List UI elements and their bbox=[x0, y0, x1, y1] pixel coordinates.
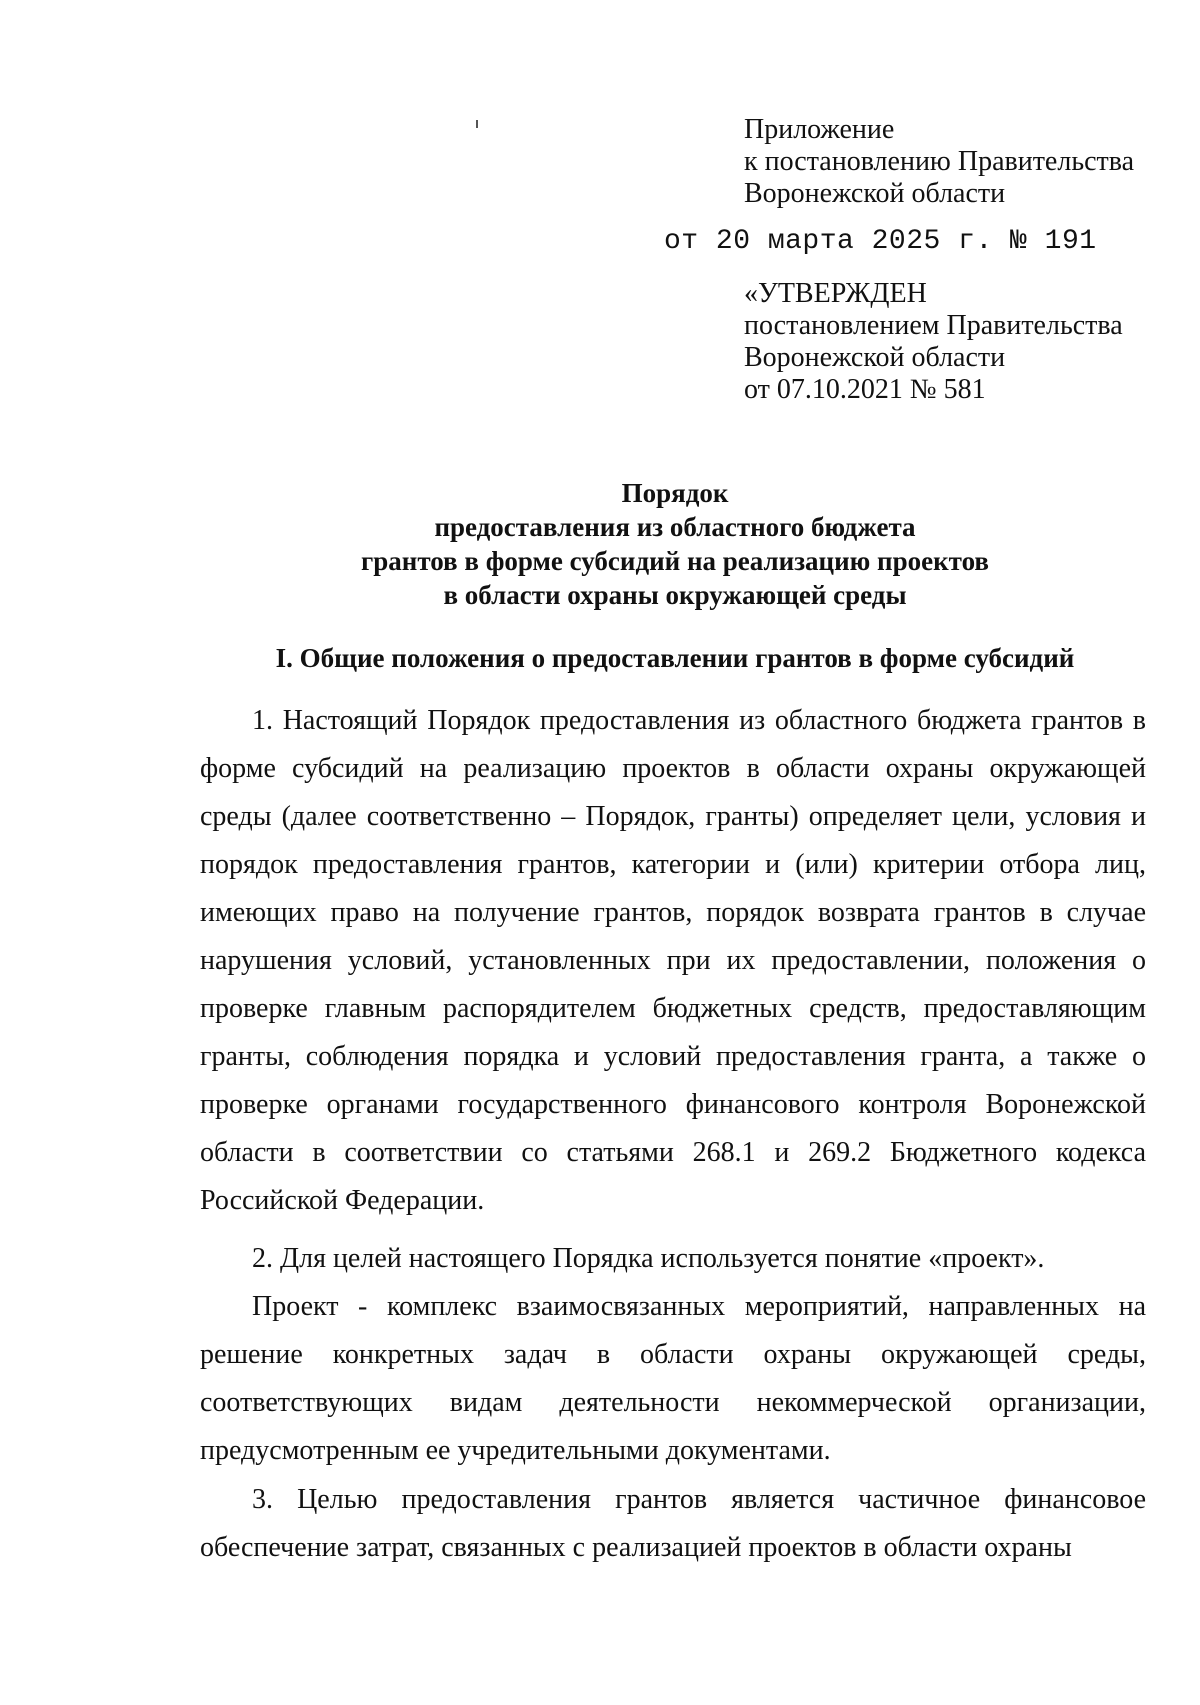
title-line: в области охраны окружающей среды bbox=[443, 580, 907, 610]
body-paragraph bbox=[200, 1476, 1146, 1572]
scan-mark bbox=[476, 120, 478, 128]
section-heading: I. Общие положения о предоставлении грантов в форме субсидий bbox=[275, 643, 1075, 673]
title-line: грантов в форме субсидий на реализацию проектов bbox=[360, 546, 989, 576]
appendix-line: Приложение bbox=[744, 114, 895, 145]
resolution-date-number: от 20 марта 2025 г. № 191 bbox=[664, 226, 1097, 257]
appendix-line: Воронежской области bbox=[744, 178, 1006, 209]
body-paragraph bbox=[200, 1235, 1146, 1283]
paragraph-text: 3. Целью предоставления грантов является частичное финансовое обеспечение затрат, связанных с реализацией проектов в области охраны bbox=[200, 1484, 1146, 1563]
approval-block bbox=[744, 278, 1123, 406]
body-paragraph bbox=[200, 1283, 1146, 1475]
body-paragraph bbox=[200, 697, 1146, 1225]
approval-line: Воронежской области bbox=[744, 342, 1006, 373]
paragraph-text: 2. Для целей настоящего Порядка используется понятие «проект». bbox=[252, 1243, 1045, 1274]
document-title bbox=[200, 476, 1150, 612]
title-line: предоставления из областного бюджета bbox=[434, 512, 916, 542]
appendix-header bbox=[744, 114, 1134, 210]
title-line: Порядок bbox=[621, 478, 729, 508]
approval-line: «УТВЕРЖДЕН bbox=[744, 278, 927, 309]
appendix-line: к постановлению Правительства bbox=[744, 146, 1135, 177]
approval-line: постановлением Правительства bbox=[744, 310, 1123, 341]
approval-line: от 07.10.2021 № 581 bbox=[744, 374, 986, 405]
paragraph-text: 1. Настоящий Порядок предоставления из областного бюджета грантов в форме субсидий на реализацию проектов в области охраны окружающей среды (далее соответственно – Порядок, гранты) определяет цели, условия и порядок предоставления грантов, категории и (или) критерии отбора лиц, имеющих право на получение грантов, порядок возврата грантов в случае нарушения условий, установленных при их предоставлении, положения о проверке главным распорядителем бюджетных средств, предоставляющим гранты, соблюдения порядка и условий предоставления гранта, а также о проверке органами государственного финансового контроля Воронежской области в соответствии со статьями 268.1 и 269.2 Бюджетного кодекса Российской Федерации. bbox=[200, 705, 1146, 1216]
paragraph-text: Проект - комплекс взаимосвязанных мероприятий, направленных на решение конкретных задач в области охраны окружающей среды, соответствующих видам деятельности некоммерческой организации, предусмотренным ее учредительными документами. bbox=[200, 1291, 1146, 1466]
